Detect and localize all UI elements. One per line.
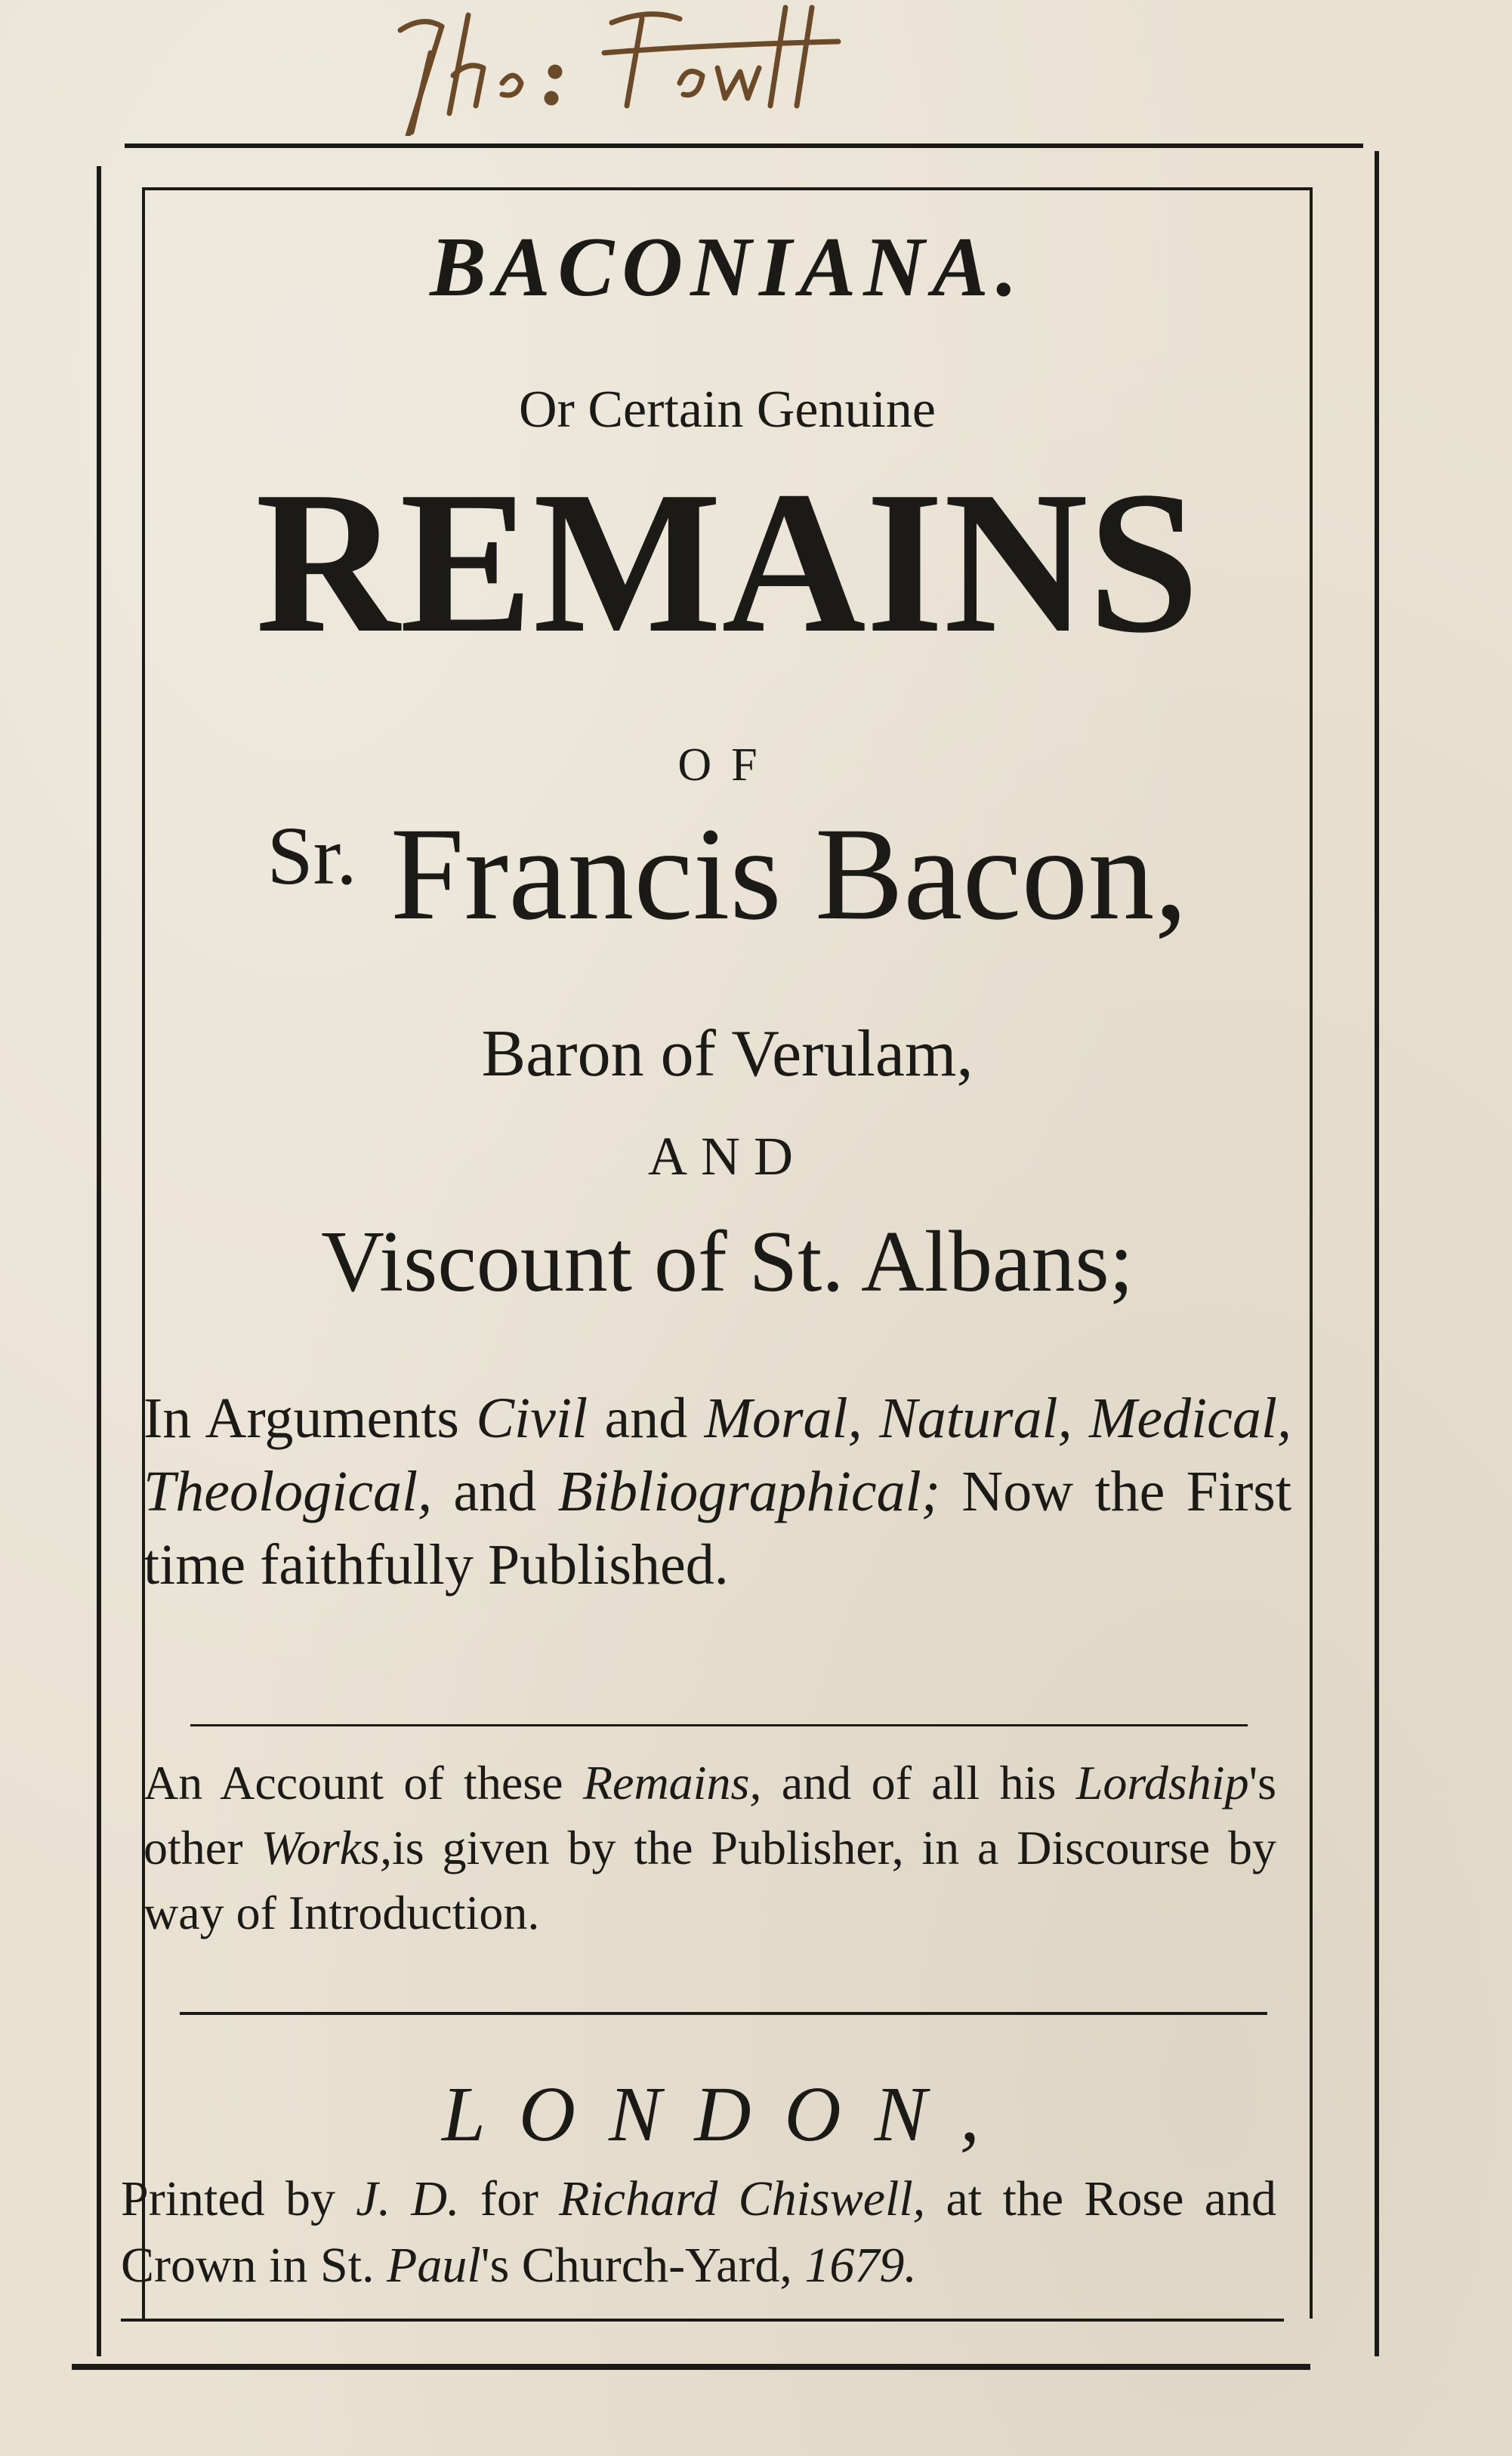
inner-frame-top-rule (142, 187, 1313, 190)
imprint-paragraph (121, 2166, 1276, 2299)
imprint-printed-by: Printed by (121, 2171, 335, 2226)
imprint-city: LONDON, (442, 2071, 1013, 2158)
account-lordship: Lordship (1075, 1756, 1249, 1810)
imprint-for: for (480, 2171, 538, 2226)
argument-bibliographical: Bibliographical; (557, 1460, 941, 1523)
handwritten-inscription (378, 0, 982, 136)
subtitle-line: Or Certain Genuine (518, 381, 937, 439)
account-others: 's other (143, 1756, 1276, 1874)
outer-frame-top-rule (125, 143, 1363, 148)
account-remains: Remains, (582, 1756, 762, 1810)
baron-line: Baron of Verulam, (481, 1017, 974, 1091)
imprint-bookseller: Richard Chiswell, (559, 2171, 926, 2226)
main-title: REMAINS (255, 449, 1199, 675)
imprint-address-b: 's Church-Yard, (480, 2238, 792, 2293)
viscount-line: Viscount of St. Albans; (321, 1214, 1134, 1310)
imprint-paul: Paul (387, 2238, 481, 2293)
arguments-intro: In Arguments (143, 1387, 459, 1450)
argument-natural: Natural, (879, 1387, 1072, 1450)
argument-theological: Theological, (143, 1460, 433, 1523)
author-name-line (145, 801, 1310, 948)
outer-frame-bottom-rule (72, 2364, 1310, 2370)
imprint-printer: J. D. (356, 2171, 460, 2226)
account-paragraph (143, 1751, 1276, 1945)
account-works: Works, (261, 1821, 392, 1874)
and-line: AND (648, 1126, 807, 1186)
author-name: Francis Bacon, (390, 801, 1188, 948)
of-line: OF (677, 739, 777, 791)
author-honorific: Sr. (267, 810, 357, 902)
argument-moral: Moral, (704, 1387, 862, 1450)
imprint-year: 1679. (804, 2238, 917, 2293)
outer-frame-right-rule (1375, 151, 1379, 2356)
arguments-and-1: and (604, 1387, 688, 1450)
outer-frame-left-rule (97, 166, 101, 2356)
argument-medical: Medical, (1089, 1387, 1292, 1450)
running-title: BACONIANA. (430, 221, 1025, 314)
separator-rule-2 (180, 2012, 1267, 2015)
arguments-and-2: and (453, 1460, 537, 1523)
separator-rule-1 (190, 1724, 1248, 1726)
arguments-rest: Now the First time faithfully Published. (143, 1460, 1291, 1597)
account-lead: An Account of these (143, 1756, 563, 1810)
inner-frame-right-rule (1310, 187, 1313, 2319)
imprint-address-a: at the Rose and Crown in St. (121, 2171, 1276, 2293)
argument-civil: Civil (476, 1387, 588, 1450)
account-mid: and of all his (781, 1756, 1057, 1810)
arguments-paragraph (143, 1382, 1291, 1602)
inner-frame-bottom-rule (121, 2319, 1284, 2322)
account-tail: is given by the Publisher, in a Discourse by way of Introduction. (143, 1821, 1277, 1939)
